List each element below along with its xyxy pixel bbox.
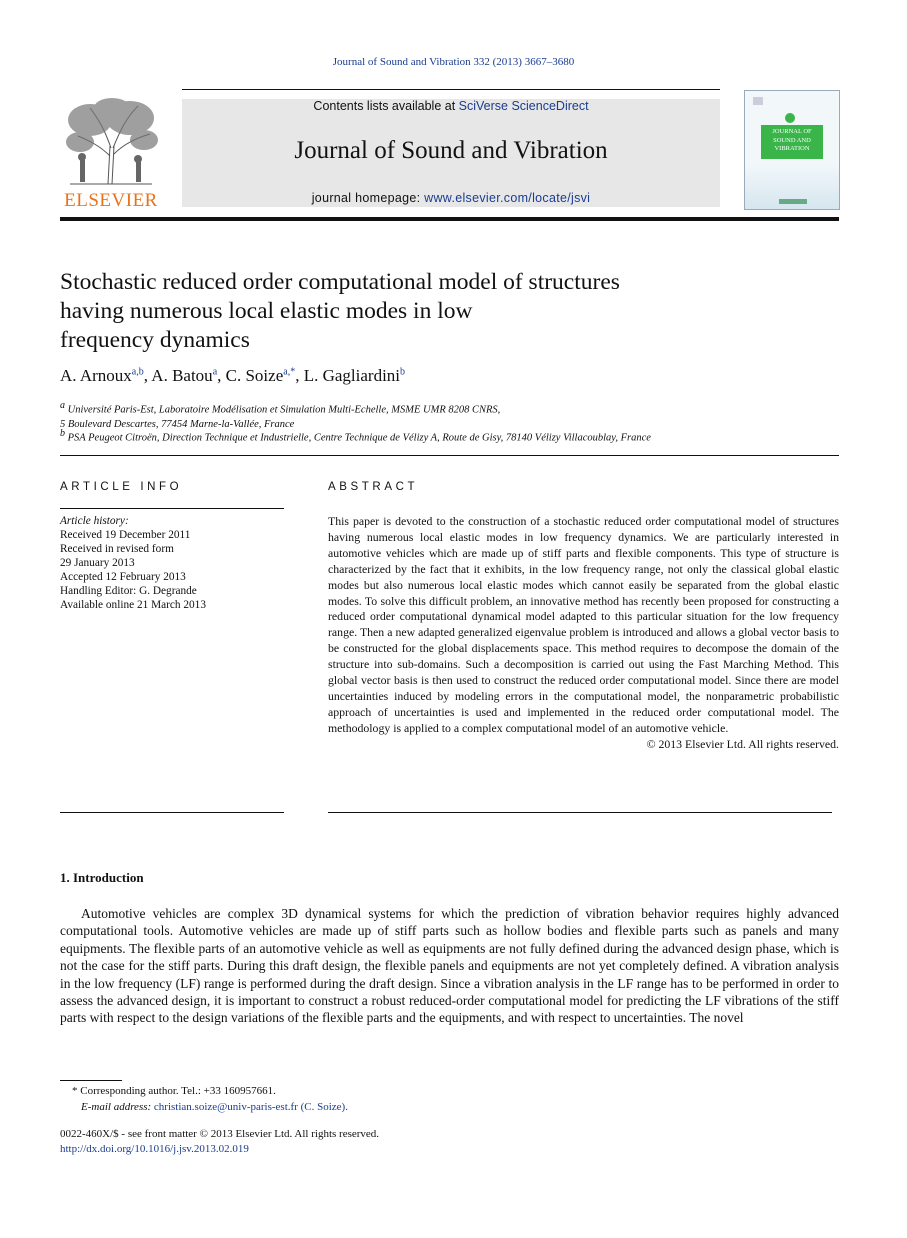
author-affil-link[interactable]: b <box>400 366 406 378</box>
corresponding-author-note: * Corresponding author. Tel.: +33 160957661. <box>72 1085 276 1097</box>
homepage-line <box>182 191 720 205</box>
affiliation-line: 5 Boulevard Descartes, 77454 Marne-la-Vallée, France <box>60 418 295 430</box>
author-affil-link[interactable]: a <box>212 366 218 378</box>
cover-dot-icon <box>785 113 795 123</box>
journal-banner <box>182 99 720 207</box>
affiliation-mark: b <box>60 428 65 439</box>
contents-prefix: Contents lists available at <box>313 99 459 113</box>
cover-logo-mark <box>753 97 763 105</box>
author-affil-link[interactable]: a,* <box>283 366 296 378</box>
affiliation-line: PSA Peugeot Citroën, Direction Technique et Industrielle, Centre Technique de Vélizy A, Route de Gisy, 78140 Vélizy Villacoublay, France <box>67 432 651 444</box>
homepage-link[interactable]: www.elsevier.com/locate/jsvi <box>424 191 591 205</box>
affiliation-mark: a <box>60 400 65 411</box>
copyright-line: © 2013 Elsevier Ltd. All rights reserved. <box>646 736 839 751</box>
front-matter <box>60 1127 379 1156</box>
author-name: C. Soize <box>225 366 284 385</box>
history-item: 29 January 2013 <box>60 557 135 569</box>
title-line: having numerous local elastic modes in low <box>60 298 473 324</box>
affiliation-b <box>60 427 651 446</box>
cover-publisher-mark <box>779 199 807 204</box>
abstract-body <box>328 514 839 753</box>
cover-title-block <box>761 125 823 159</box>
email-note <box>81 1100 348 1114</box>
author-separator: , <box>295 366 304 385</box>
author-separator: , <box>143 366 152 385</box>
elsevier-logo <box>60 96 162 210</box>
cover-title-line: SOUND AND <box>773 136 811 144</box>
history-item: Accepted 12 February 2013 <box>60 571 186 583</box>
author-separator: , <box>217 366 226 385</box>
article-info-heading: ARTICLE INFO <box>60 481 183 493</box>
footnote-rule <box>60 1080 122 1081</box>
title-line: frequency dynamics <box>60 327 250 353</box>
journal-citation[interactable]: Journal of Sound and Vibration 332 (2013) 3667–3680 <box>332 56 575 68</box>
journal-cover <box>744 90 840 210</box>
history-item: Handling Editor: G. Degrande <box>60 585 197 597</box>
front-matter-line: 0022-460X/$ - see front matter © 2013 Elsevier Ltd. All rights reserved. <box>60 1128 380 1140</box>
title-line: Stochastic reduced order computational model of structures <box>60 269 620 295</box>
header-top-rule <box>182 89 720 90</box>
affiliation-divider <box>60 455 839 456</box>
abstract-heading: ABSTRACT <box>328 481 419 493</box>
sciencedirect-link[interactable]: SciVerse ScienceDirect <box>458 99 589 113</box>
journal-title: Journal of Sound and Vibration <box>294 137 608 164</box>
cover-title-line: JOURNAL OF <box>772 128 812 135</box>
cover-title-line: VIBRATION <box>774 145 810 152</box>
header-divider <box>60 217 839 221</box>
author-name: L. Gagliardini <box>303 366 401 385</box>
info-rule-top <box>60 508 284 509</box>
author-affil-link[interactable]: a,b <box>131 366 144 378</box>
introduction-paragraph: Automotive vehicles are complex 3D dynamical systems for which the prediction of vibration behavior requires highly advanced computational tools. Automotive vehicles are made up of stiff parts such as hollow bodies and flexible parts such as panels and many equipments. The flexible parts of an automotive vehicle as well as equipments are not fully defined during the advanced design phase, which is not the case for the stiff parts. During this draft design, the flexible panels and equipments are not yet completely defined. A vibration analysis in the low frequency (LF) range is performed during the draft design. Since a vibration analysis in the LF range has to be performed in order to assess the advanced design, it is important to construct a robust reduced-order computational model for predicting the LF vibrations of the stiff parts with respect to the design variations of the flexible parts and the equipments, and with respect to uncertainties. The novel <box>60 906 839 1026</box>
homepage-prefix: journal homepage: <box>311 191 425 205</box>
email-link[interactable]: christian.soize@univ-paris-est.fr (C. Soize). <box>153 1101 348 1113</box>
email-label: E-mail address: <box>81 1101 154 1113</box>
history-item: Available online 21 March 2013 <box>60 599 206 611</box>
contents-line <box>182 99 720 113</box>
abstract-text: This paper is devoted to the construction of a stochastic reduced order computational model of structures having numerous local elastic modes in low frequency dynamics. We are particularly interested in automotive vehicles which are made up of stiff parts and flexible components. This type of structure is characterized by the fact that it exhibits, in the low frequency range, not only the classical global elastic modes but also numerous local elastic modes which cannot easily be separated from the global elastic modes. To solve this difficult problem, an innovative method has recently been proposed for constructing a reduced order computational dynamical model adapted to this particular situation for the low frequency range. Then a new adapted generalized eigenvalue problem is introduced and allows a global vector basis to be constructed for the global displacements space. This method requires to decompose the domain of the structure into sub-domains. Such a decomposition is carried out using the Fast Marching Method. This global vector basis is then used to construct the reduced order computational model. Since there are model uncertainties induced by modeling errors in the computational model, the nonparametric probabilistic approach of uncertainties is used and implemented in the reduced order computational model. The methodology is applied to a complex computational model of an automotive vehicle. <box>328 514 839 735</box>
history-item: Received in revised form <box>60 543 174 555</box>
affiliation-line: Université Paris-Est, Laboratoire Modélisation et Simulation Multi-Echelle, MSME UMR 8208 CNRS, <box>67 404 501 416</box>
abstract-rule-bottom <box>328 812 832 813</box>
info-rule-bottom <box>60 812 284 813</box>
history-label: Article history: <box>60 515 129 527</box>
article-history <box>60 514 284 612</box>
author-list <box>60 366 405 386</box>
author-name: A. Batou <box>151 366 213 385</box>
article-title <box>60 268 760 355</box>
doi-link[interactable]: http://dx.doi.org/10.1016/j.jsv.2013.02.019 <box>60 1142 249 1155</box>
history-item: Received 19 December 2011 <box>60 529 191 541</box>
author-name: A. Arnoux <box>60 366 132 385</box>
publisher-name: ELSEVIER <box>64 190 158 211</box>
section-heading-introduction: 1. Introduction <box>60 870 144 885</box>
